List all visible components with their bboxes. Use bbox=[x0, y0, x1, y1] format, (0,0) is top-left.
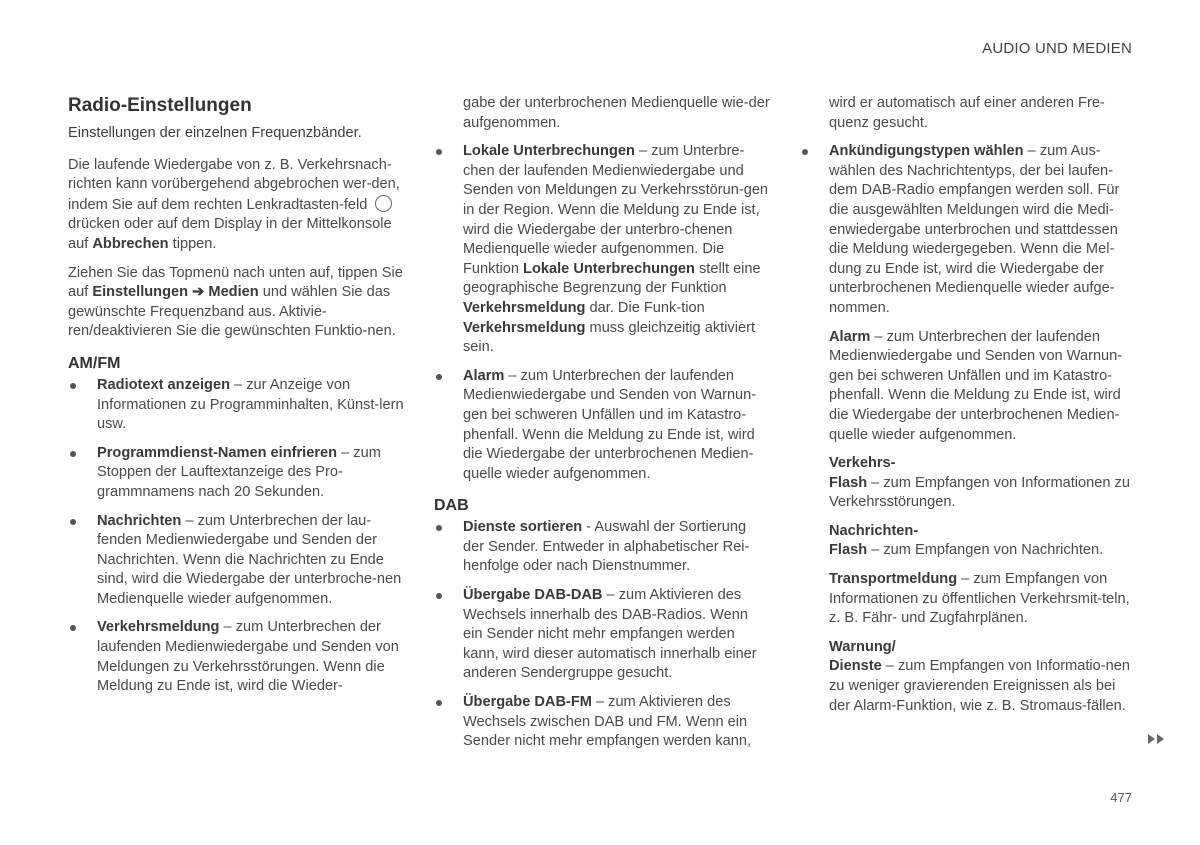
amfm-list bbox=[68, 376, 408, 697]
item-text: – zum Unterbrechen der laufenden Medienwiedergabe und Senden von Warnun-gen bei schweren Unfällen und im Katastro-phenfall. Wenn die Meldung zu Ende ist, wird die Wiedergabe der unterbrochenen Medien-quelle wieder aufgenommen. bbox=[829, 328, 1123, 443]
p2-text-a: Ziehen Sie das Topmenü nach unten auf, tippen Sie auf bbox=[68, 264, 403, 301]
paragraph-interrupt bbox=[68, 156, 408, 255]
item-bold: Verkehrsmeldung bbox=[463, 319, 586, 336]
column-1 bbox=[68, 94, 408, 706]
section-header: AUDIO UND MEDIEN bbox=[982, 40, 1132, 57]
subtitle: Einstellungen der einzelnen Frequenzbänder. bbox=[68, 125, 362, 141]
list-item bbox=[68, 512, 408, 610]
paragraph-settings bbox=[68, 264, 408, 342]
item-bold: Transportmeldung bbox=[829, 571, 958, 588]
announcement-traffic bbox=[829, 454, 1132, 513]
list-item bbox=[434, 586, 770, 684]
item-text: – zum Aus-wählen des Nachrichtentyps, der bei laufen-dem DAB-Radio empfangen werden soll. Für die ausgewählten Meldungen wird die Medi-enwiedergabe unterbrochen und stattdessen die Meldung wiedergegeben. Wenn die Mel-dung zu Ende ist, wird die Wiedergabe der unterbrochenen Medienquelle wieder aufge-nommen. bbox=[829, 143, 1120, 316]
item-text: – zum Empfangen von Nachrichten. bbox=[867, 542, 1104, 559]
item-text: muss gleichzeitig aktiviert sein. bbox=[463, 319, 755, 356]
item-bold: Alarm bbox=[829, 328, 871, 345]
bullet-icon bbox=[70, 625, 76, 631]
item-bold: Ankündigungstypen wählen bbox=[829, 143, 1024, 160]
p2-bold-media: Medien bbox=[208, 284, 259, 301]
item-text: – zum Empfangen von Informationen zu Verkehrsstörungen. bbox=[829, 474, 1130, 511]
item-text: – zum Stoppen der Lauftextanzeige des Pro-grammnamens nach 20 Sekunden. bbox=[97, 444, 381, 500]
list-item bbox=[68, 444, 408, 503]
p1-text-c: tippen. bbox=[172, 235, 217, 252]
item-bold: Lokale Unterbrechungen bbox=[463, 143, 635, 160]
item-bold: Übergabe DAB-FM bbox=[463, 694, 592, 711]
list-item bbox=[68, 618, 408, 696]
item-bold: Radiotext anzeigen bbox=[97, 376, 230, 393]
bullet-icon bbox=[436, 593, 442, 599]
list-item bbox=[434, 142, 770, 358]
item-text: – zum Empfangen von Informatio-nen zu weniger gravierenden Ereignissen als bei der Alarm-Funktion, wie z. B. Stromaus-fällen. bbox=[829, 658, 1130, 714]
bullet-icon bbox=[70, 383, 76, 389]
list-item bbox=[434, 367, 770, 485]
item-bold: Alarm bbox=[463, 367, 505, 384]
dab-heading: DAB bbox=[434, 497, 469, 515]
bullet-icon bbox=[436, 525, 442, 531]
bullet-icon bbox=[436, 700, 442, 706]
amfm-list-continued bbox=[434, 142, 770, 484]
continuation-text: wird er automatisch auf einer anderen Fre-quenz gesucht. bbox=[829, 95, 1105, 131]
announcement-news bbox=[829, 522, 1132, 561]
list-item bbox=[434, 693, 770, 752]
list-item bbox=[68, 376, 408, 435]
column-2 bbox=[434, 94, 770, 761]
item-text: dar. Die Funk-tion bbox=[585, 299, 705, 316]
continuation-text: gabe der unterbrochenen Medienquelle wie-der aufgenommen. bbox=[463, 95, 770, 131]
dab-list-continued bbox=[800, 142, 1132, 318]
amfm-heading: AM/FM bbox=[68, 354, 121, 372]
item-bold: Nachrichten- Flash bbox=[829, 522, 919, 559]
announcement-alarm bbox=[829, 328, 1132, 446]
steering-wheel-knob-icon bbox=[375, 195, 392, 212]
arrow-right-icon: ➔ bbox=[192, 284, 205, 301]
p1-text-a: Die laufende Wiedergabe von z. B. Verkehrsnach-richten kann vorübergehend abgebrochen wer-den, indem Sie auf dem rechten Lenkradtasten-feld bbox=[68, 156, 400, 213]
item-text: – zum Unterbrechen der laufenden Medienwiedergabe und Senden von Meldungen zu Verkehrsstörungen. Wenn die Meldung zu Ende ist, wird die Wieder- bbox=[97, 619, 399, 695]
dab-list bbox=[434, 518, 770, 752]
item-text: – zum Empfangen von Informationen zu öffentlichen Verkehrsmit-teln, z. B. Fähr- und Zugfahrplänen. bbox=[829, 571, 1130, 627]
bullet-icon bbox=[436, 149, 442, 155]
announcement-transport bbox=[829, 570, 1132, 629]
p2-text-b: und wählen Sie das gewünschte Frequenzband aus. Aktivie-ren/deaktivieren Sie die gewünschten Funktio-nen. bbox=[68, 284, 396, 340]
item-bold: Programmdienst-Namen einfrieren bbox=[97, 444, 338, 461]
item-bold: Dienste sortieren bbox=[463, 519, 583, 536]
announcement-warning bbox=[829, 638, 1132, 716]
item-bold: Verkehrsmeldung bbox=[463, 299, 586, 316]
item-text: – zum Aktivieren des Wechsels innerhalb des DAB-Radios. Wenn ein Sender nicht mehr empfangen werden kann, wird dieser automatisch innerhalb einer anderen Sendergruppe gesucht. bbox=[463, 587, 757, 682]
item-bold: Warnung/ Dienste bbox=[829, 638, 896, 675]
item-text: - Auswahl der Sortierung der Sender. Entweder in alphabetischer Rei-henfolge oder nach Dienstnummer. bbox=[463, 519, 750, 575]
list-item bbox=[800, 142, 1132, 318]
item-bold: Lokale Unterbrechungen bbox=[523, 260, 695, 277]
bullet-icon bbox=[436, 374, 442, 380]
page-title: Radio-Einstellungen bbox=[68, 95, 252, 116]
p1-bold: Abbrechen bbox=[92, 235, 169, 252]
p1-text-b: drücken oder auf dem Display in der Mittelkonsole auf bbox=[68, 216, 392, 252]
item-bold: Verkehrsmeldung bbox=[97, 619, 220, 636]
column-3 bbox=[800, 94, 1132, 725]
bullet-icon bbox=[70, 519, 76, 525]
item-text: – zum Aktivieren des Wechsels zwischen DAB und FM. Wenn ein Sender nicht mehr empfangen werden kann, bbox=[463, 694, 751, 750]
item-bold: Übergabe DAB-DAB bbox=[463, 587, 603, 604]
list-item bbox=[434, 518, 770, 577]
item-bold: Verkehrs- Flash bbox=[829, 455, 896, 491]
item-text: – zum Unterbrechen der laufenden Medienwiedergabe und Senden von Warnun-gen bei schweren Unfällen und im Katastro-phenfall. Wenn die Meldung zu Ende ist, wird die Wiedergabe der unterbrochenen Medien-quelle wieder aufgenommen. bbox=[463, 367, 757, 482]
p2-bold-settings: Einstellungen bbox=[92, 284, 189, 301]
item-bold: Nachrichten bbox=[97, 512, 182, 529]
bullet-icon bbox=[802, 149, 808, 155]
page-number: 477 bbox=[1110, 790, 1132, 805]
double-chevron-right-icon bbox=[1148, 734, 1166, 747]
item-text: – zum Unterbre-chen der laufenden Medienwiedergabe und Senden von Meldungen zu Verkehrsstörun-gen in der Region. Wenn die Meldung zu Ende ist, wird die Wiedergabe der unterbro-chenen Medienquelle wieder aufgenommen. Die Funktion bbox=[463, 143, 769, 277]
bullet-icon bbox=[70, 451, 76, 457]
item-text: stellt eine geographische Begrenzung der Funktion bbox=[463, 260, 761, 297]
item-text: – zur Anzeige von Informationen zu Programminhalten, Künst-lern usw. bbox=[97, 376, 404, 433]
item-text: – zum Unterbrechen der lau-fenden Medienwiedergabe und Senden der Nachrichten. Wenn die Nachrichten zu Ende sind, wird die Wiedergabe der unterbroche-nen Medienquelle wieder aufgenommen. bbox=[97, 512, 402, 607]
